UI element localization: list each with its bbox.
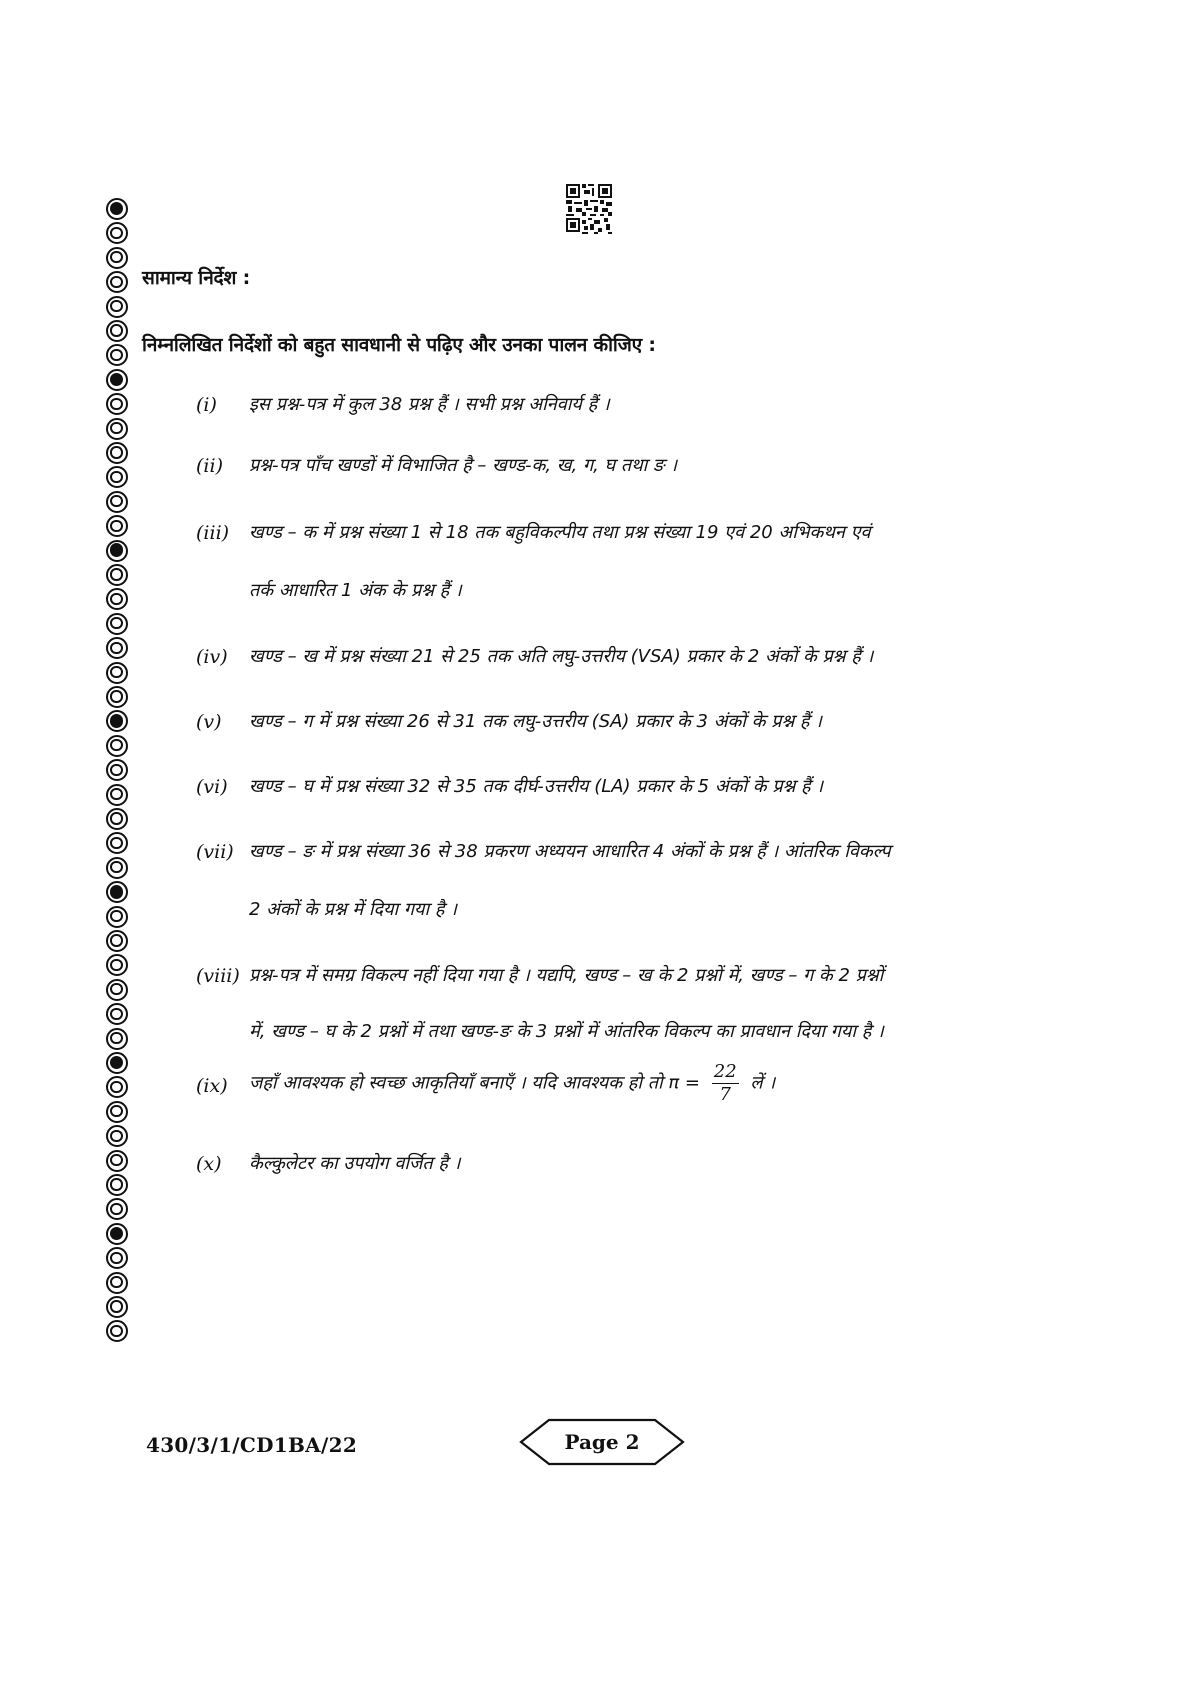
filled-circle-icon bbox=[106, 1052, 128, 1074]
concentric-circle-icon bbox=[106, 466, 128, 488]
item-text: इस प्रश्न-पत्र में कुल 38 प्रश्न हैं । सभी प्रश्न अनिवार्य हैं । bbox=[249, 394, 610, 415]
concentric-circle-icon bbox=[106, 247, 128, 269]
concentric-circle-icon bbox=[106, 1174, 128, 1196]
concentric-circle-icon bbox=[106, 637, 128, 659]
concentric-circle-icon bbox=[106, 662, 128, 684]
filled-circle-icon bbox=[106, 540, 128, 562]
item-text: खण्ड – घ में प्रश्न संख्या 32 से 35 तक दीर्घ-उत्तरीय (LA) प्रकार के 5 अंकों के प्रश्न हैं । bbox=[249, 776, 824, 797]
filled-circle-icon bbox=[106, 1223, 128, 1245]
filled-circle-icon bbox=[106, 710, 128, 732]
item-number: (v) bbox=[196, 711, 222, 733]
concentric-circle-icon bbox=[106, 442, 128, 464]
item-text-line-1: प्रश्न-पत्र में समग्र विकल्प नहीं दिया गया है । यद्यपि, खण्ड – ख के 2 प्रश्नों में, खण्ड – ग के 2 प्रश्नों bbox=[249, 965, 884, 986]
item-number: (viii) bbox=[196, 965, 240, 987]
instructions-subtitle: निम्नलिखित निर्देशों को बहुत सावधानी से पढ़िए और उनका पालन कीजिए : bbox=[142, 334, 656, 356]
filled-circle-icon bbox=[106, 369, 128, 391]
concentric-circle-icon bbox=[106, 418, 128, 440]
item-text-after-fraction: लें । bbox=[750, 1072, 776, 1094]
concentric-circle-icon bbox=[106, 271, 128, 293]
concentric-circle-icon bbox=[106, 1150, 128, 1172]
concentric-circle-icon bbox=[106, 296, 128, 318]
filled-circle-icon bbox=[106, 198, 128, 220]
fraction-denominator: 7 bbox=[719, 1084, 731, 1105]
item-text: प्रश्न-पत्र पाँच खण्डों में विभाजित है – खण्ड-क, ख, ग, घ तथा ङ । bbox=[249, 455, 678, 476]
item-number: (vii) bbox=[196, 841, 234, 863]
concentric-circle-icon bbox=[106, 222, 128, 244]
item-number: (iii) bbox=[196, 522, 230, 544]
concentric-circle-icon bbox=[106, 1247, 128, 1269]
concentric-circle-icon bbox=[106, 564, 128, 586]
item-text: कैल्कुलेटर का उपयोग वर्जित है । bbox=[249, 1153, 461, 1174]
filled-circle-icon bbox=[106, 881, 128, 903]
concentric-circle-icon bbox=[106, 832, 128, 854]
item-number: (iv) bbox=[196, 646, 228, 668]
item-text-before-fraction: जहाँ आवश्यक हो स्वच्छ आकृतियाँ बनाएँ । यदि आवश्यक हो तो π = bbox=[249, 1072, 701, 1094]
item-text-line-2: में, खण्ड – घ के 2 प्रश्नों में तथा खण्ड-ङ के 3 प्रश्नों में आंतरिक विकल्प का प्रावधान दिया गया है । bbox=[249, 1021, 884, 1042]
concentric-circle-icon bbox=[106, 857, 128, 879]
page-number-badge bbox=[519, 1418, 685, 1466]
instructions-title: सामान्य निर्देश : bbox=[142, 267, 250, 289]
item-number: (ix) bbox=[196, 1075, 228, 1097]
concentric-circle-icon bbox=[106, 686, 128, 708]
item-number: (x) bbox=[196, 1153, 222, 1175]
concentric-circle-icon bbox=[106, 735, 128, 757]
concentric-circle-icon bbox=[106, 344, 128, 366]
concentric-circle-icon bbox=[106, 588, 128, 610]
concentric-circle-icon bbox=[106, 1125, 128, 1147]
concentric-circle-icon bbox=[106, 954, 128, 976]
item-text-line-1: खण्ड – ङ में प्रश्न संख्या 36 से 38 प्रकरण अध्ययन आधारित 4 अंकों के प्रश्न हैं । आंतरिक विकल्प bbox=[249, 841, 891, 862]
concentric-circle-icon bbox=[106, 1028, 128, 1050]
concentric-circle-icon bbox=[106, 320, 128, 342]
concentric-circle-icon bbox=[106, 1076, 128, 1098]
item-text-line-2: तर्क आधारित 1 अंक के प्रश्न हैं । bbox=[249, 580, 462, 601]
concentric-circle-icon bbox=[106, 1003, 128, 1025]
concentric-circle-icon bbox=[106, 979, 128, 1001]
item-text-line-2: 2 अंकों के प्रश्न में दिया गया है । bbox=[249, 899, 457, 920]
qr-code-icon bbox=[566, 184, 612, 234]
concentric-circle-icon bbox=[106, 784, 128, 806]
pi-fraction bbox=[712, 1063, 739, 1104]
concentric-circle-icon bbox=[106, 1296, 128, 1318]
item-text: खण्ड – ख में प्रश्न संख्या 21 से 25 तक अति लघु-उत्तरीय (VSA) प्रकार के 2 अंकों के प्रश्न हैं । bbox=[249, 646, 874, 667]
margin-circle-strip bbox=[106, 0, 132, 1683]
concentric-circle-icon bbox=[106, 393, 128, 415]
concentric-circle-icon bbox=[106, 491, 128, 513]
page-label: Page 2 bbox=[564, 1430, 640, 1454]
concentric-circle-icon bbox=[106, 1101, 128, 1123]
concentric-circle-icon bbox=[106, 613, 128, 635]
paper-code: 430/3/1/CD1BA/22 bbox=[146, 1433, 358, 1457]
item-number: (ii) bbox=[196, 455, 223, 477]
fraction-numerator: 22 bbox=[713, 1061, 737, 1082]
item-number: (vi) bbox=[196, 776, 228, 798]
item-text-line-1: खण्ड – क में प्रश्न संख्या 1 से 18 तक बहुविकल्पीय तथा प्रश्न संख्या 19 एवं 20 अभिकथन एवं bbox=[249, 522, 871, 543]
concentric-circle-icon bbox=[106, 1320, 128, 1342]
item-text: खण्ड – ग में प्रश्न संख्या 26 से 31 तक लघु-उत्तरीय (SA) प्रकार के 3 अंकों के प्रश्न हैं । bbox=[249, 711, 823, 732]
concentric-circle-icon bbox=[106, 759, 128, 781]
concentric-circle-icon bbox=[106, 906, 128, 928]
concentric-circle-icon bbox=[106, 1198, 128, 1220]
item-number: (i) bbox=[196, 394, 217, 416]
concentric-circle-icon bbox=[106, 515, 128, 537]
concentric-circle-icon bbox=[106, 930, 128, 952]
concentric-circle-icon bbox=[106, 1272, 128, 1294]
concentric-circle-icon bbox=[106, 808, 128, 830]
item-text bbox=[249, 1063, 775, 1104]
